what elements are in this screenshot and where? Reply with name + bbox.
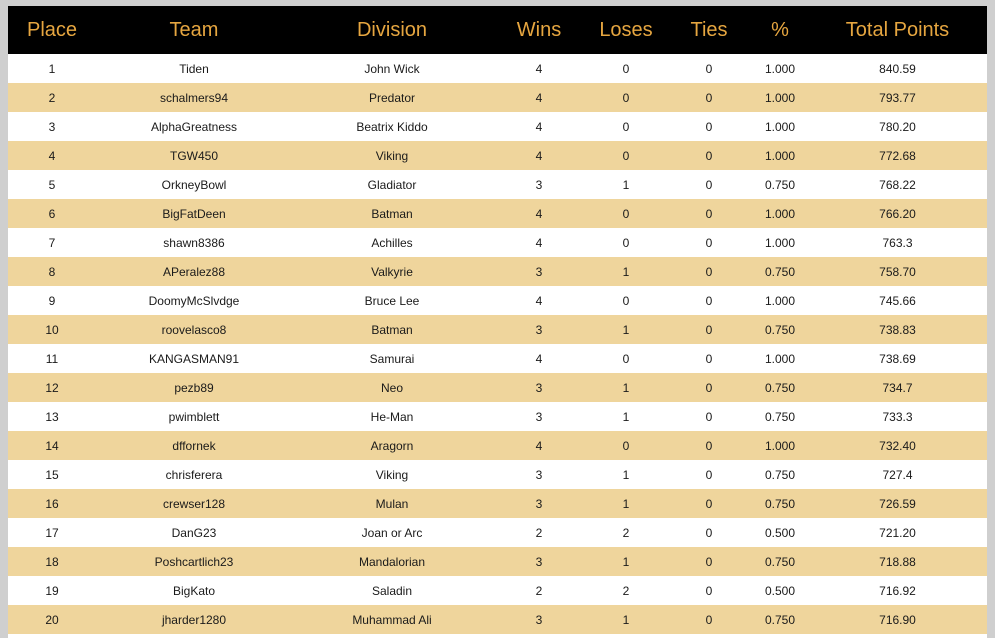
percent-cell: 1.000 <box>764 438 796 453</box>
team-cell: KANGASMAN91 <box>148 351 240 366</box>
table-row[interactable] <box>8 315 987 344</box>
place-cell: 8 <box>48 264 56 279</box>
total-points-cell: 738.83 <box>879 322 916 337</box>
ties-cell: 0 <box>705 554 713 569</box>
total-points-cell: 718.88 <box>879 554 916 569</box>
loses-cell: 1 <box>622 467 630 482</box>
team-cell: BigKato <box>172 583 216 598</box>
loses-cell: 0 <box>622 206 630 221</box>
wins-cell: 3 <box>535 322 543 337</box>
team-cell: OrkneyBowl <box>161 177 227 192</box>
place-cell: 6 <box>48 206 56 221</box>
table-body <box>8 54 987 634</box>
place-cell: 3 <box>48 119 56 134</box>
header-row <box>8 6 987 54</box>
total-points-cell: 745.66 <box>879 293 916 308</box>
percent-cell: 0.500 <box>764 525 796 540</box>
total-points-cell: 734.7 <box>882 380 913 395</box>
wins-cell: 3 <box>535 554 543 569</box>
team-cell: crewser128 <box>162 496 226 511</box>
team-cell: dffornek <box>172 438 216 453</box>
column-header-percent[interactable]: % <box>771 18 789 41</box>
division-cell: Bruce Lee <box>364 293 420 308</box>
place-cell: 13 <box>45 409 59 424</box>
table-row[interactable] <box>8 199 987 228</box>
percent-cell: 0.750 <box>764 409 796 424</box>
loses-cell: 1 <box>622 177 630 192</box>
wins-cell: 4 <box>535 438 543 453</box>
table-row[interactable] <box>8 286 987 315</box>
table-row[interactable] <box>8 228 987 257</box>
ties-cell: 0 <box>705 264 713 279</box>
division-cell: Valkyrie <box>371 264 413 279</box>
team-cell: chrisferera <box>165 467 223 482</box>
team-cell: shawn8386 <box>163 235 225 250</box>
total-points-cell: 716.92 <box>879 583 916 598</box>
total-points-cell: 780.20 <box>879 119 916 134</box>
table-row[interactable] <box>8 344 987 373</box>
column-header-ties[interactable]: Ties <box>690 18 728 41</box>
place-cell: 20 <box>45 612 59 627</box>
total-points-cell: 772.68 <box>879 148 916 163</box>
team-cell: Tiden <box>179 61 209 76</box>
column-header-team[interactable]: Team <box>169 18 219 41</box>
loses-cell: 1 <box>622 496 630 511</box>
place-cell: 2 <box>48 90 56 105</box>
ties-cell: 0 <box>705 148 713 163</box>
table-row[interactable] <box>8 460 987 489</box>
percent-cell: 0.750 <box>764 322 796 337</box>
wins-cell: 4 <box>535 148 543 163</box>
division-cell: Batman <box>371 206 413 221</box>
total-points-cell: 727.4 <box>882 467 913 482</box>
wins-cell: 3 <box>535 467 543 482</box>
table-row[interactable] <box>8 83 987 112</box>
wins-cell: 3 <box>535 409 543 424</box>
division-cell: Mulan <box>375 496 409 511</box>
total-points-cell: 732.40 <box>879 438 916 453</box>
percent-cell: 0.750 <box>764 467 796 482</box>
wins-cell: 2 <box>535 525 543 540</box>
wins-cell: 4 <box>535 61 543 76</box>
total-points-cell: 763.3 <box>882 235 913 250</box>
total-points-cell: 768.22 <box>879 177 916 192</box>
division-cell: Muhammad Ali <box>352 612 432 627</box>
wins-cell: 3 <box>535 496 543 511</box>
team-cell: pezb89 <box>174 380 214 395</box>
loses-cell: 0 <box>622 119 630 134</box>
total-points-cell: 766.20 <box>879 206 916 221</box>
ties-cell: 0 <box>705 322 713 337</box>
ties-cell: 0 <box>705 351 713 366</box>
percent-cell: 1.000 <box>764 90 796 105</box>
percent-cell: 1.000 <box>764 148 796 163</box>
place-cell: 18 <box>45 554 59 569</box>
team-cell: TGW450 <box>169 148 218 163</box>
place-cell: 1 <box>48 61 56 76</box>
ties-cell: 0 <box>705 612 713 627</box>
team-cell: schalmers94 <box>159 90 229 105</box>
loses-cell: 1 <box>622 264 630 279</box>
division-cell: Samurai <box>369 351 415 366</box>
total-points-cell: 721.20 <box>879 525 916 540</box>
percent-cell: 1.000 <box>764 119 796 134</box>
ties-cell: 0 <box>705 467 713 482</box>
percent-cell: 1.000 <box>764 206 796 221</box>
column-header-wins[interactable]: Wins <box>516 18 562 41</box>
loses-cell: 0 <box>622 293 630 308</box>
column-header-loses[interactable]: Loses <box>599 18 653 41</box>
ties-cell: 0 <box>705 293 713 308</box>
team-cell: BigFatDeen <box>162 206 226 221</box>
percent-cell: 0.750 <box>764 380 796 395</box>
place-cell: 14 <box>45 438 59 453</box>
division-cell: Mandalorian <box>358 554 426 569</box>
loses-cell: 0 <box>622 90 630 105</box>
percent-cell: 0.750 <box>764 177 796 192</box>
wins-cell: 3 <box>535 264 543 279</box>
division-cell: Gladiator <box>367 177 417 192</box>
loses-cell: 1 <box>622 380 630 395</box>
table-row[interactable] <box>8 141 987 170</box>
loses-cell: 0 <box>622 61 630 76</box>
team-cell: AlphaGreatness <box>150 119 238 134</box>
team-cell: APeralez88 <box>162 264 226 279</box>
percent-cell: 1.000 <box>764 351 796 366</box>
wins-cell: 4 <box>535 119 543 134</box>
percent-cell: 1.000 <box>764 293 796 308</box>
loses-cell: 1 <box>622 612 630 627</box>
column-header-division[interactable]: Division <box>356 18 428 41</box>
ties-cell: 0 <box>705 90 713 105</box>
ties-cell: 0 <box>705 235 713 250</box>
percent-cell: 0.500 <box>764 583 796 598</box>
column-header-total-points[interactable]: Total Points <box>845 18 950 41</box>
ties-cell: 0 <box>705 496 713 511</box>
total-points-cell: 726.59 <box>879 496 916 511</box>
place-cell: 5 <box>48 177 56 192</box>
wins-cell: 2 <box>535 583 543 598</box>
wins-cell: 4 <box>535 293 543 308</box>
table-row[interactable] <box>8 547 987 576</box>
total-points-cell: 738.69 <box>879 351 916 366</box>
team-cell: roovelasco8 <box>161 322 227 337</box>
loses-cell: 0 <box>622 235 630 250</box>
division-cell: Saladin <box>371 583 413 598</box>
division-cell: Batman <box>371 322 413 337</box>
loses-cell: 1 <box>622 554 630 569</box>
column-header-place[interactable]: Place <box>26 18 78 41</box>
division-cell: Achilles <box>371 235 413 250</box>
division-cell: He-Man <box>370 409 414 424</box>
total-points-cell: 793.77 <box>879 90 916 105</box>
table-header <box>8 6 987 54</box>
percent-cell: 0.750 <box>764 612 796 627</box>
standings-table <box>8 6 987 634</box>
loses-cell: 0 <box>622 351 630 366</box>
total-points-cell: 716.90 <box>879 612 916 627</box>
total-points-cell: 758.70 <box>879 264 916 279</box>
table-row[interactable] <box>8 489 987 518</box>
place-cell: 9 <box>48 293 56 308</box>
division-cell: Neo <box>380 380 403 395</box>
ties-cell: 0 <box>705 119 713 134</box>
ties-cell: 0 <box>705 206 713 221</box>
loses-cell: 1 <box>622 322 630 337</box>
loses-cell: 1 <box>622 409 630 424</box>
place-cell: 15 <box>45 467 59 482</box>
ties-cell: 0 <box>705 438 713 453</box>
place-cell: 16 <box>45 496 59 511</box>
place-cell: 4 <box>48 148 56 163</box>
team-cell: DoomyMcSlvdge <box>148 293 240 308</box>
division-cell: Aragorn <box>370 438 414 453</box>
wins-cell: 3 <box>535 380 543 395</box>
table-row[interactable] <box>8 576 987 605</box>
table-row[interactable] <box>8 257 987 286</box>
wins-cell: 4 <box>535 235 543 250</box>
wins-cell: 4 <box>535 351 543 366</box>
total-points-cell: 840.59 <box>879 61 916 76</box>
percent-cell: 1.000 <box>764 61 796 76</box>
table-row[interactable] <box>8 518 987 547</box>
place-cell: 7 <box>48 235 56 250</box>
table-row[interactable] <box>8 170 987 199</box>
table-row[interactable] <box>8 605 987 634</box>
table-row[interactable] <box>8 373 987 402</box>
table-row[interactable] <box>8 431 987 460</box>
division-cell: Viking <box>375 148 409 163</box>
place-cell: 11 <box>45 351 59 366</box>
percent-cell: 0.750 <box>764 264 796 279</box>
ties-cell: 0 <box>705 583 713 598</box>
wins-cell: 4 <box>535 90 543 105</box>
total-points-cell: 733.3 <box>882 409 913 424</box>
wins-cell: 3 <box>535 612 543 627</box>
loses-cell: 2 <box>622 525 630 540</box>
wins-cell: 4 <box>535 206 543 221</box>
percent-cell: 0.750 <box>764 554 796 569</box>
division-cell: Joan or Arc <box>361 525 423 540</box>
place-cell: 19 <box>45 583 59 598</box>
team-cell: jharder1280 <box>161 612 227 627</box>
table-row[interactable] <box>8 402 987 431</box>
loses-cell: 2 <box>622 583 630 598</box>
ties-cell: 0 <box>705 380 713 395</box>
ties-cell: 0 <box>705 409 713 424</box>
table-row[interactable] <box>8 54 987 83</box>
loses-cell: 0 <box>622 148 630 163</box>
division-cell: Beatrix Kiddo <box>356 119 428 134</box>
division-cell: Viking <box>375 467 409 482</box>
division-cell: Predator <box>368 90 416 105</box>
team-cell: DanG23 <box>171 525 217 540</box>
loses-cell: 0 <box>622 438 630 453</box>
ties-cell: 0 <box>705 177 713 192</box>
table-row[interactable] <box>8 112 987 141</box>
percent-cell: 0.750 <box>764 496 796 511</box>
standings-table-container <box>8 6 987 638</box>
team-cell: Poshcartlich23 <box>154 554 234 569</box>
place-cell: 12 <box>45 380 59 395</box>
ties-cell: 0 <box>705 61 713 76</box>
percent-cell: 1.000 <box>764 235 796 250</box>
place-cell: 10 <box>45 322 59 337</box>
team-cell: pwimblett <box>168 409 220 424</box>
place-cell: 17 <box>45 525 59 540</box>
division-cell: John Wick <box>364 61 420 76</box>
wins-cell: 3 <box>535 177 543 192</box>
ties-cell: 0 <box>705 525 713 540</box>
